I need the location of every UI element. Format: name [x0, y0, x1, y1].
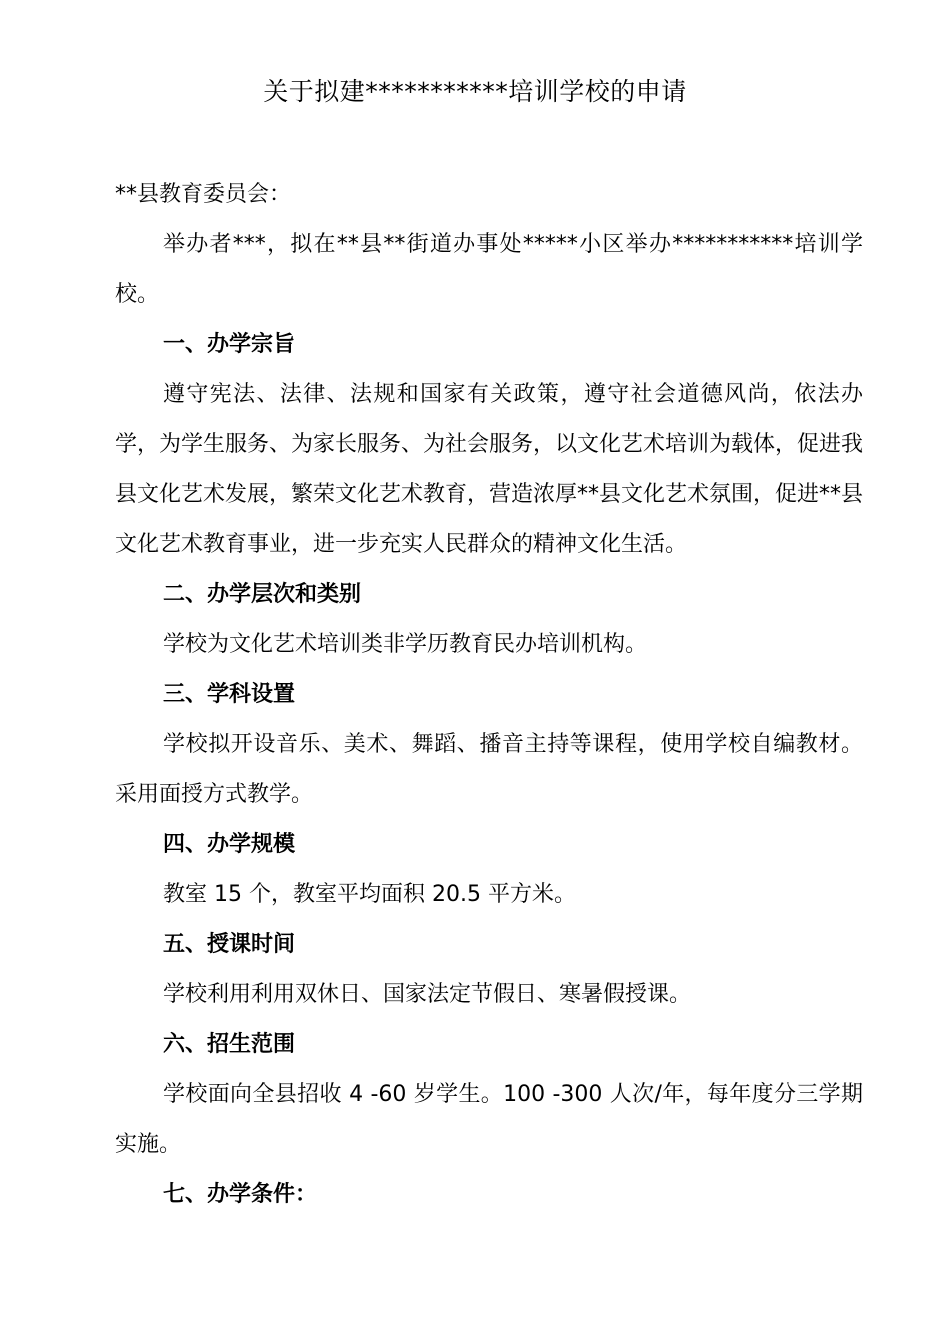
section-heading-enrollment: 六、招生范围	[163, 1032, 296, 1057]
section-heading-scale: 四、办学规模	[163, 832, 296, 857]
section-text-schedule: 学校利用利用双休日、国家法定节假日、寒暑假授课。	[163, 982, 692, 1007]
document-title: 关于拟建***********培训学校的申请	[263, 77, 687, 106]
document-body	[115, 170, 863, 1220]
section-text-subjects: 学校拟开设音乐、美术、舞蹈、播音主持等课程，使用学校自编教材。采用面授方式教学。	[115, 732, 863, 807]
section-heading-subjects: 三、学科设置	[163, 682, 296, 707]
intro-paragraph: 举办者***，拟在**县**街道办事处*****小区举办***********培训学校。	[115, 232, 863, 307]
section-text-purpose: 遵守宪法、法律、法规和国家有关政策，遵守社会道德风尚，依法办学，为学生服务、为家长服务、为社会服务，以文化艺术培训为载体，促进我县文化艺术发展，繁荣文化艺术教育，营造浓厚**县文化艺术氛围，促进**县文化艺术教育事业，进一步充实人民群众的精神文化生活。	[115, 382, 864, 557]
section-text-scale: 教室 15 个，教室平均面积 20.5 平方米。	[163, 882, 576, 907]
section-text-enrollment: 学校面向全县招收 4 -60 岁学生。100 -300 人次/年，每年度分三学期实施。	[115, 1082, 863, 1157]
section-heading-level: 二、办学层次和类别	[163, 582, 362, 607]
section-text-level: 学校为文化艺术培训类非学历教育民办培训机构。	[163, 632, 648, 657]
section-heading-conditions: 七、办学条件：	[163, 1182, 318, 1207]
salutation: **县教育委员会：	[115, 182, 292, 207]
section-heading-schedule: 五、授课时间	[163, 932, 296, 957]
section-heading-purpose: 一、办学宗旨	[163, 332, 296, 357]
